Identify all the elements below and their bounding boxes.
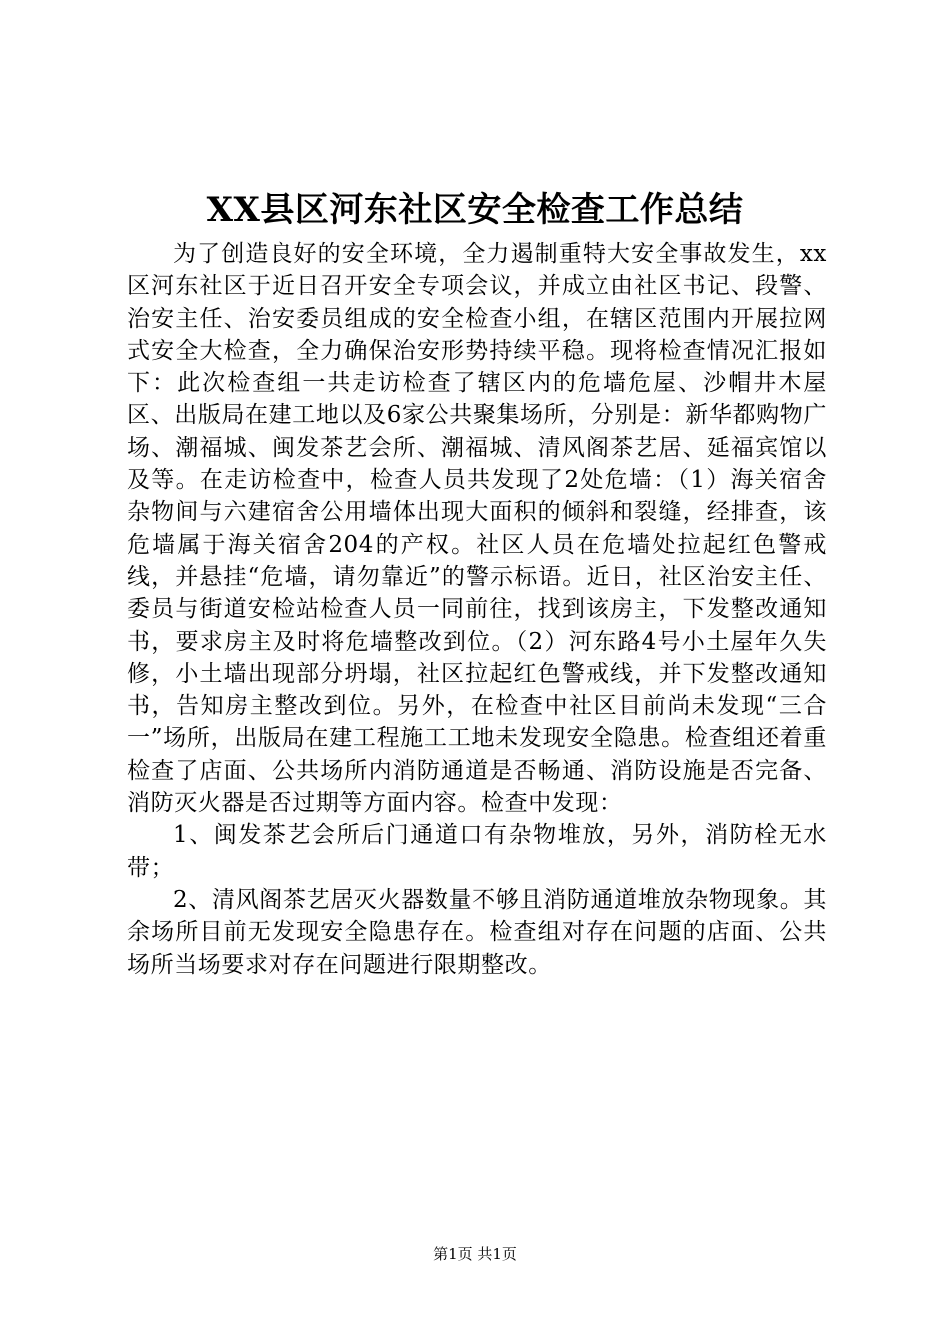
document-body [127,238,827,981]
body-paragraph: 为了创造良好的安全环境，全力遏制重特大安全事故发生，xx区河东社区于近日召开安全专项会议，并成立由社区书记、段警、治安主任、治安委员组成的安全检查小组，在辖区范围内开展拉网式安全大检查，全力确保治安形势持续平稳。现将检查情况汇报如下：此次检查组一共走访检查了辖区内的危墙危屋、沙帽井木屋区、出版局在建工地以及6家公共聚集场所，分别是：新华都购物广场、潮福城、闽发茶艺会所、潮福城、清风阁茶艺居、延福宾馆以及等。在走访检查中，检查人员共发现了2处危墙：（1）海关宿舍杂物间与六建宿舍公用墙体出现大面积的倾斜和裂缝，经排查，该危墙属于海关宿舍204的产权。社区人员在危墙处拉起红色警戒线，并悬挂“危墙，请勿靠近”的警示标语。近日，社区治安主任、委员与街道安检站检查人员一同前往，找到该房主，下发整改通知书，要求房主及时将危墙整改到位。（2）河东路4号小土屋年久失修，小土墙出现部分坍塌，社区拉起红色警戒线，并下发整改通知书，告知房主整改到位。另外，在检查中社区目前尚未发现“三合一”场所，出版局在建工程施工工地未发现安全隐患。检查组还着重检查了店面、公共场所内消防通道是否畅通、消防设施是否完备、消防灭火器是否过期等方面内容。检查中发现： [127,241,827,817]
page-footer: 第1页 共1页 [433,1245,517,1263]
body-paragraph: 2、清风阁茶艺居灭火器数量不够且消防通道堆放杂物现象。其余场所目前无发现安全隐患存在。检查组对存在问题的店面、公共场所当场要求对存在问题进行限期整改。 [127,886,827,978]
body-paragraph: 1、闽发茶艺会所后门通道口有杂物堆放，另外，消防栓无水带； [127,822,827,881]
document-title: XX县区河东社区安全检查工作总结 [206,190,744,230]
